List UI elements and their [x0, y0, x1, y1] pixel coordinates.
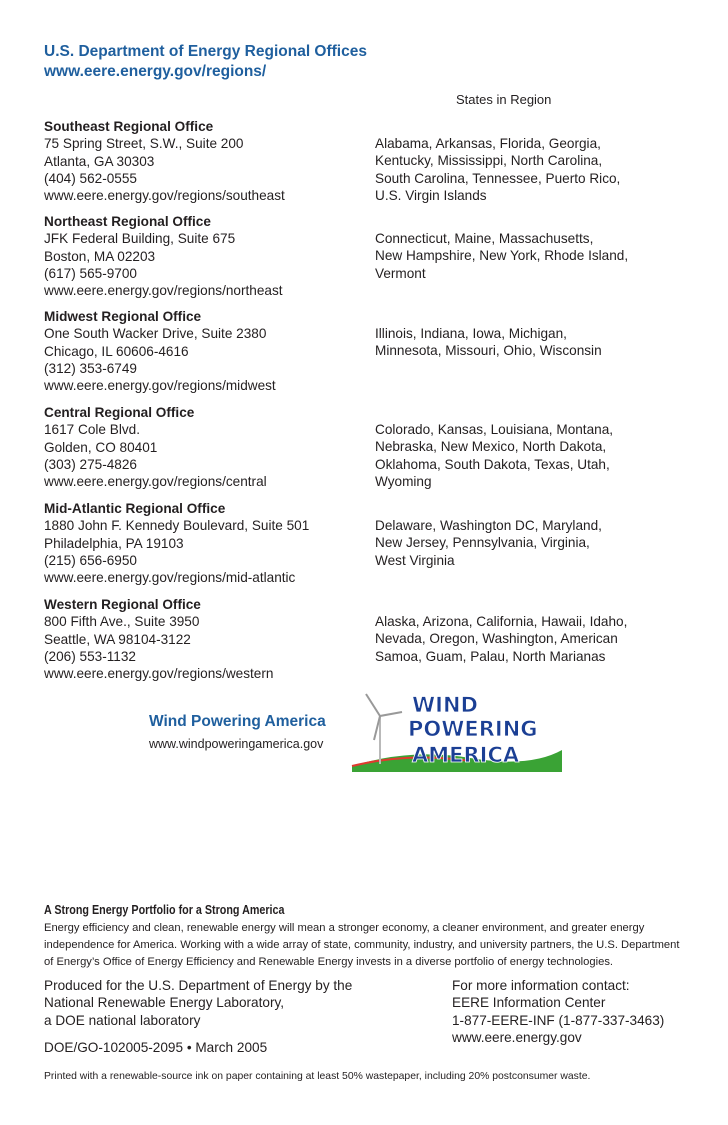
- office-address-line: 75 Spring Street, S.W., Suite 200: [44, 136, 244, 152]
- office-address-line: (215) 656-6950: [44, 552, 137, 568]
- office-address-line: Seattle, WA 98104-3122: [44, 631, 191, 647]
- states-line: Illinois, Indiana, Iowa, Michigan,: [375, 326, 567, 341]
- office-states: [375, 325, 675, 360]
- document-id: DOE/GO-102005-2095 • March 2005: [44, 1040, 268, 1055]
- produced-line: a DOE national laboratory: [44, 1012, 201, 1028]
- office-name: Western Regional Office: [44, 597, 201, 612]
- states-line: Minnesota, Missouri, Ohio, Wisconsin: [375, 343, 602, 359]
- office-url-link[interactable]: www.eere.energy.gov/regions/northeast: [44, 283, 283, 299]
- office-address-line: (617) 565-9700: [44, 265, 137, 281]
- office-name: Northeast Regional Office: [44, 214, 211, 229]
- states-line: Oklahoma, South Dakota, Texas, Utah,: [375, 456, 610, 472]
- office-states: [375, 421, 675, 490]
- office-states: [375, 517, 675, 569]
- states-line: U.S. Virgin Islands: [375, 187, 487, 203]
- page-title: U.S. Department of Energy Regional Offices: [44, 43, 367, 60]
- office-url-link[interactable]: www.eere.energy.gov/regions/mid-atlantic: [44, 570, 296, 586]
- contact-block: [452, 977, 664, 1046]
- wind-powering-america-logo: [350, 686, 562, 772]
- produced-line: Produced for the U.S. Department of Energy by the: [44, 978, 353, 993]
- office-states: [375, 613, 675, 665]
- contact-line: EERE Information Center: [452, 995, 606, 1011]
- office-address-line: One South Wacker Drive, Suite 2380: [44, 326, 267, 342]
- logo-word-1: WIND: [412, 693, 478, 717]
- states-line: Kentucky, Mississippi, North Carolina,: [375, 153, 603, 169]
- office-address-line: 1880 John F. Kennedy Boulevard, Suite 501: [44, 518, 310, 534]
- states-line: Vermont: [375, 265, 426, 281]
- office-url-link[interactable]: www.eere.energy.gov/regions/midwest: [44, 378, 276, 394]
- office-address-line: (303) 275-4826: [44, 456, 137, 472]
- office-address-line: 800 Fifth Ave., Suite 3950: [44, 614, 200, 630]
- states-line: South Carolina, Tennessee, Puerto Rico,: [375, 170, 621, 186]
- office-address-line: Atlanta, GA 30303: [44, 153, 155, 169]
- wind-powering-america-url[interactable]: www.windpoweringamerica.gov: [149, 737, 324, 751]
- printed-note: Printed with a renewable-source ink on paper containing at least 50% wastepaper, including 20% postconsumer waste.: [44, 1071, 591, 1082]
- states-line: Alabama, Arkansas, Florida, Georgia,: [375, 136, 601, 151]
- office-address: [44, 118, 364, 204]
- contact-website-link[interactable]: www.eere.energy.gov: [452, 1029, 582, 1045]
- office-name: Southeast Regional Office: [44, 119, 214, 134]
- contact-line: For more information contact:: [452, 978, 630, 993]
- portfolio-paragraph: Energy efficiency and clean, renewable energy will mean a stronger economy, a cleaner environment, and greater energy independence for America. Working with a wide array of state, community, industry, and university partners, the U.S. Department of Energy’s Office of Energy Efficiency and Renewable Energy invests in a diverse portfolio of energy technologies.: [44, 922, 680, 968]
- office-url-link[interactable]: www.eere.energy.gov/regions/western: [44, 666, 274, 682]
- states-line: Nebraska, New Mexico, North Dakota,: [375, 439, 607, 455]
- office-address-line: JFK Federal Building, Suite 675: [44, 231, 236, 247]
- logo-word-3: AMERICA: [412, 743, 520, 767]
- office-address-line: Philadelphia, PA 19103: [44, 535, 184, 551]
- office-name: Central Regional Office: [44, 405, 195, 420]
- logo-word-2: POWERING: [408, 717, 538, 741]
- office-address-line: 1617 Cole Blvd.: [44, 422, 140, 438]
- office-name: Mid-Atlantic Regional Office: [44, 501, 226, 516]
- office-states: [375, 135, 675, 204]
- produced-line: National Renewable Energy Laboratory,: [44, 995, 285, 1011]
- office-address-line: Chicago, IL 60606-4616: [44, 343, 189, 359]
- office-address: [44, 596, 364, 682]
- states-line: Nevada, Oregon, Washington, American: [375, 631, 618, 647]
- states-line: Connecticut, Maine, Massachusetts,: [375, 231, 594, 246]
- office-url-link[interactable]: www.eere.energy.gov/regions/southeast: [44, 188, 285, 204]
- office-address-line: Boston, MA 02203: [44, 248, 156, 264]
- office-states: [375, 230, 675, 282]
- states-line: New Jersey, Pennsylvania, Virginia,: [375, 535, 590, 551]
- office-address: [44, 213, 364, 299]
- states-line: New Hampshire, New York, Rhode Island,: [375, 248, 629, 264]
- office-address-line: Golden, CO 80401: [44, 439, 158, 455]
- office-address: [44, 404, 364, 490]
- states-line: Wyoming: [375, 473, 432, 489]
- states-line: Delaware, Washington DC, Maryland,: [375, 518, 602, 533]
- office-address: [44, 308, 364, 394]
- office-name: Midwest Regional Office: [44, 309, 202, 324]
- states-line: Alaska, Arizona, California, Hawaii, Idaho,: [375, 614, 628, 629]
- office-address-line: (206) 553-1132: [44, 648, 136, 664]
- regions-url-link[interactable]: www.eere.energy.gov/regions/: [44, 63, 267, 80]
- office-address-line: (312) 353-6749: [44, 360, 137, 376]
- office-address-line: (404) 562-0555: [44, 170, 137, 186]
- states-line: West Virginia: [375, 552, 455, 568]
- states-column-header: States in Region: [456, 92, 552, 107]
- office-url-link[interactable]: www.eere.energy.gov/regions/central: [44, 474, 267, 490]
- turbine-icon: [366, 694, 402, 764]
- portfolio-heading: A Strong Energy Portfolio for a Strong America: [44, 903, 285, 917]
- contact-line: 1-877-EERE-INF (1-877-337-3463): [452, 1012, 665, 1028]
- office-address: [44, 500, 364, 586]
- states-line: Colorado, Kansas, Louisiana, Montana,: [375, 422, 614, 437]
- states-line: Samoa, Guam, Palau, North Marianas: [375, 648, 606, 664]
- wind-powering-america-title: Wind Powering America: [149, 713, 326, 730]
- produced-by-block: [44, 977, 352, 1029]
